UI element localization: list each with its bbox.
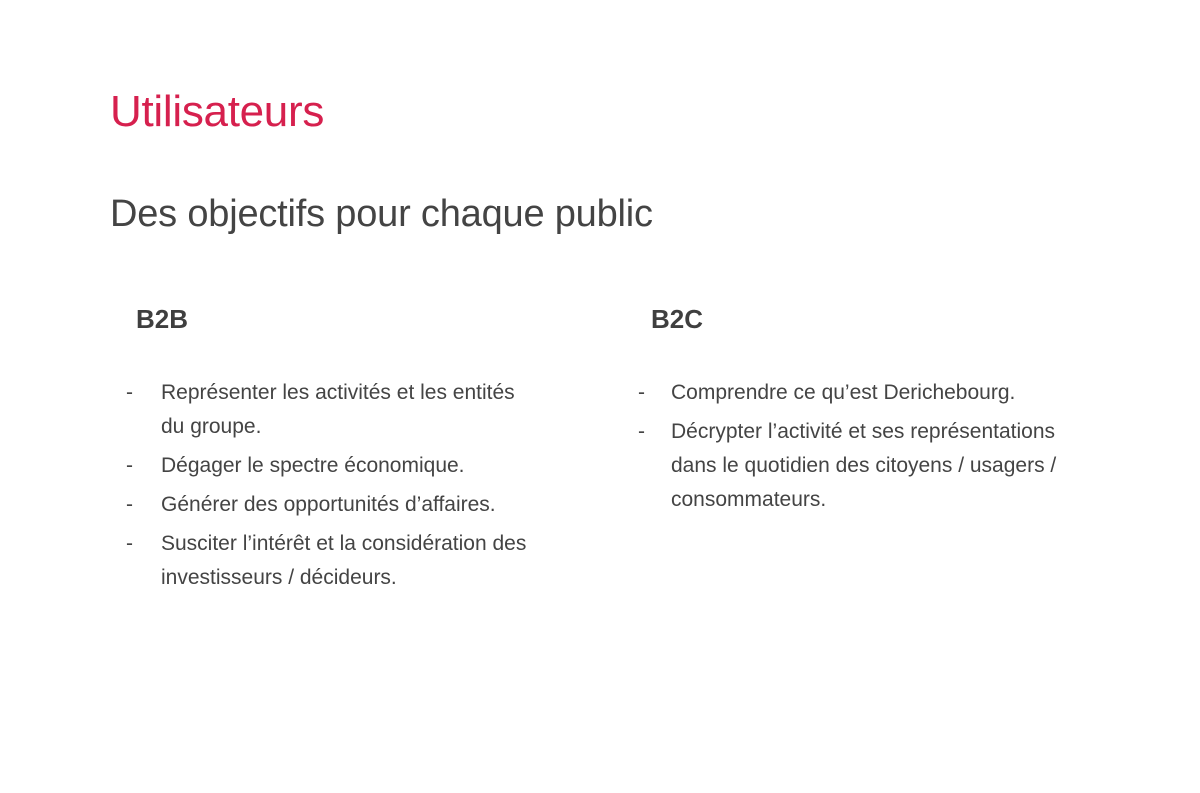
bullet-dash: - [126, 532, 133, 555]
list-item-text: Comprendre ce qu’est Derichebourg. [671, 381, 1016, 404]
page-subtitle: Des objectifs pour chaque public [110, 193, 653, 235]
list-item-text: Dégager le spectre économique. [161, 454, 465, 477]
bullet-list-b2c [638, 376, 1101, 517]
bullet-dash: - [638, 420, 645, 443]
column-b2b [126, 302, 586, 600]
list-item-text: Susciter l’intérêt et la considération des investisseurs / décideurs. [161, 532, 527, 589]
bullet-list-b2b [126, 376, 586, 595]
list-item [126, 488, 586, 522]
page-title: Utilisateurs [110, 87, 325, 136]
bullet-dash: - [126, 493, 133, 516]
bullet-dash: - [638, 381, 645, 404]
list-item [638, 376, 1101, 410]
bullet-dash: - [126, 381, 133, 404]
column-heading-b2b: B2B [136, 304, 189, 334]
list-item [126, 376, 586, 444]
column-heading-b2c: B2C [651, 304, 704, 334]
list-item-text: Représenter les activités et les entités du groupe. [161, 381, 515, 438]
list-item-text: Générer des opportunités d’affaires. [161, 493, 496, 516]
column-b2c [638, 302, 1101, 522]
list-item [638, 415, 1101, 517]
bullet-dash: - [126, 454, 133, 477]
list-item [126, 527, 586, 595]
list-item-text: Décrypter l’activité et ses représentations dans le quotidien des citoyens / usagers / consommateurs. [671, 420, 1057, 511]
list-item [126, 449, 586, 483]
